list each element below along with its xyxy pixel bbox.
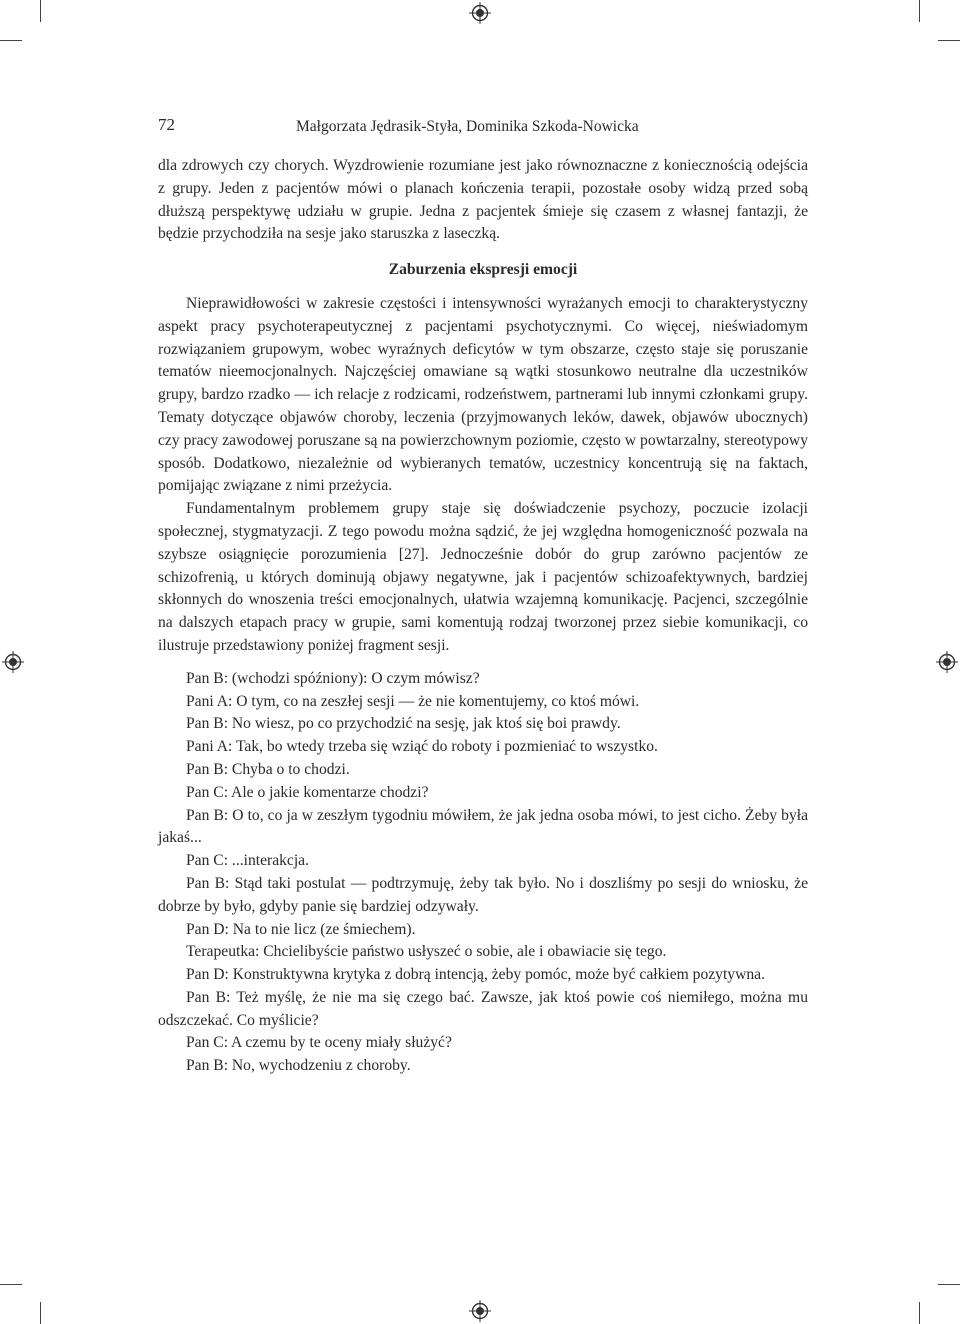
dialogue-line: Pan C: ...interakcja. xyxy=(186,852,309,870)
dialogue-line: Pan D: Konstruktywna krytyka z dobrą intencją, żeby pomóc, może być całkiem pozytywna. xyxy=(186,966,765,984)
dialogue-line: Pan B: No wiesz, po co przychodzić na sesję, jak ktoś się boi prawdy. xyxy=(186,715,621,733)
dialogue-line: Pan C: A czemu by te oceny miały służyć? xyxy=(186,1034,452,1052)
session-transcript xyxy=(158,668,808,1078)
crop-mark xyxy=(40,0,41,22)
crosshair-registration-icon xyxy=(2,651,24,673)
crosshair-registration-icon xyxy=(469,2,491,24)
paragraph: dla zdrowych czy chorych. Wyzdrowienie rozumiane jest jako równoznaczne z koniecznością odejścia z grupy. Jeden z pacjentów mówi o planach kończenia terapii, pozostałe osoby widzą przed sobą dłuższą perspektywę udziału w grupie. Jedna z pacjentek śmieje się czasem z własnej fantazji, że będzie przychodziła na sesje jako staruszka z laseczką. xyxy=(158,157,808,243)
dialogue-line: Pan B: Też myślę, że nie ma się czego bać. Zawsze, jak ktoś powie coś niemiłego, można mu odszczekać. Co myślicie? xyxy=(158,988,808,1029)
page-header xyxy=(158,115,808,139)
crosshair-registration-icon xyxy=(469,1300,491,1322)
crop-mark xyxy=(938,1284,960,1285)
crop-mark xyxy=(40,1302,41,1324)
dialogue-line: Terapeutka: Chcielibyście państwo usłyszeć o sobie, ale i obawiacie się tego. xyxy=(186,943,667,961)
crop-mark xyxy=(938,40,960,41)
dialogue-line: Pan B: O to, co ja w zeszłym tygodniu mówiłem, że jak jedna osoba mówi, to jest cicho. Żeby była jakaś... xyxy=(158,806,808,847)
dialogue-line: Pan B: Stąd taki postulat — podtrzymuję, żeby tak było. No i doszliśmy po sesji do wniosku, że dobrze by było, gdyby panie się bardziej odzywały. xyxy=(158,874,808,915)
dialogue-line: Pani A: O tym, co na zeszłej sesji — że nie komentujemy, co ktoś mówi. xyxy=(186,692,640,710)
dialogue-line: Pan D: Na to nie licz (ze śmiechem). xyxy=(186,920,416,938)
running-head-authors: Małgorzata Jędrasik-Styła, Dominika Szkoda-Nowicka xyxy=(296,118,639,135)
crosshair-registration-icon xyxy=(936,651,958,673)
dialogue-line: Pan B: (wchodzi spóźniony): O czym mówisz? xyxy=(186,669,480,687)
paragraph: Fundamentalnym problemem grupy staje się doświadczenie psychozy, poczucie izolacji społecznej, stygmatyzacji. Z tego powodu można sądzić, że jej względna homogeniczność pozwala na szybsze osiągnięcie porozumienia [27]. Jednocześnie dobór do grup zarówno pacjentów ze schizofrenią, u których dominują objawy negatywne, jak i pacjentów schizoafektywnych, bardziej skłonnych do wnoszenia treści emocjonalnych, ułatwia wzajemną komunikację. Pacjenci, szczególnie na dalszych etapach pracy w grupie, sami komentują rodzaj tworzonej przez siebie komunikacji, co ilustruje przedstawiony poniżej fragment sesji. xyxy=(158,500,808,654)
section-heading: Zaburzenia ekspresji emocji xyxy=(388,261,578,279)
dialogue-line: Pani A: Tak, bo wtedy trzeba się wziąć do roboty i pozmieniać to wszystko. xyxy=(186,738,658,756)
paragraph: Nieprawidłowości w zakresie częstości i intensywności wyrażanych emocji to charakterystyczny aspekt pracy psychoterapeutycznej z pacjentami psychotycznymi. Co więcej, nieświadomym rozwiązaniem grupowym, wobec wyraźnych deficytów w tym obszarze, często staje się poruszanie tematów nieemocjonalnych. Najczęściej omawiane są wątki stosunkowo neutralne dla uczestników grupy, bardzo rzadko — ich relacje z rodzicami, rodzeństwem, partnerami lub innymi członkami grupy. Tematy dotyczące objawów choroby, leczenia (przyjmowanych leków, dawek, objawów ubocznych) czy pracy zawodowej poruszane są na powierzchownym poziomie, często w powtarzalny, stereotypowy sposób. Dodatkowo, niezależnie od wybieranych tematów, uczestnicy koncentrują się na faktach, pomijając związane z nimi przeżycia. xyxy=(158,294,808,495)
crop-mark xyxy=(919,0,920,22)
crop-mark xyxy=(0,1284,22,1285)
crop-mark xyxy=(919,1302,920,1324)
dialogue-line: Pan B: Chyba o to chodzi. xyxy=(186,760,350,778)
dialogue-line: Pan C: Ale o jakie komentarze chodzi? xyxy=(186,783,429,801)
dialogue-line: Pan B: No, wychodzeniu z choroby. xyxy=(186,1057,411,1075)
crop-mark xyxy=(0,40,22,41)
body-text xyxy=(158,155,808,1078)
page-number: 72 xyxy=(158,115,175,134)
